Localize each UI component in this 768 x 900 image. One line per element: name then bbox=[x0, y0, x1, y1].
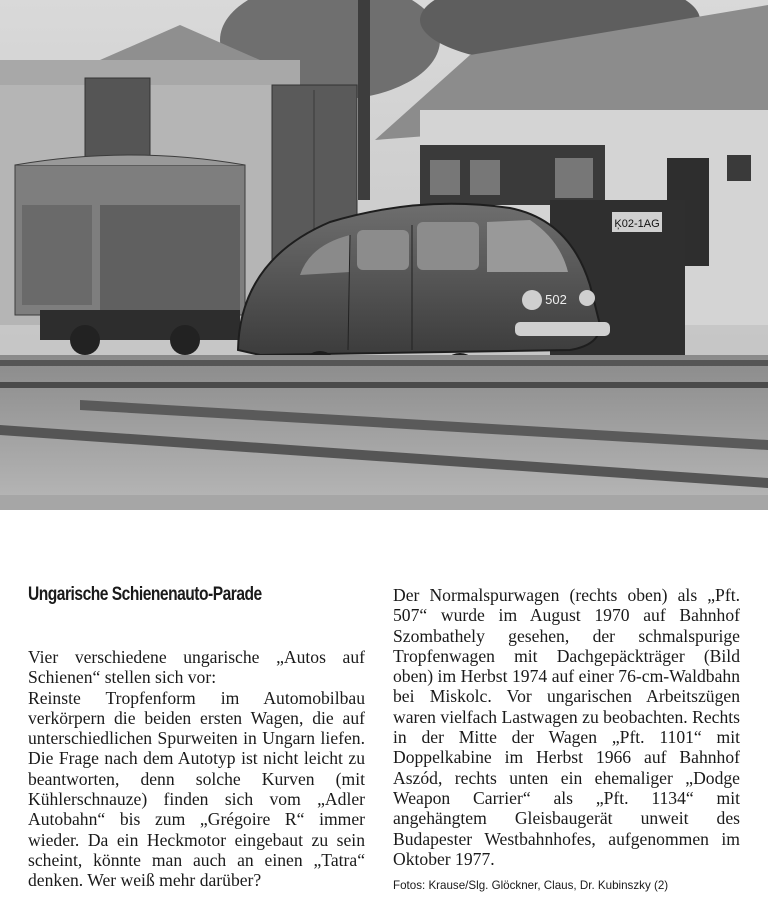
railcar-number: 502 bbox=[545, 292, 567, 307]
left-column bbox=[28, 647, 365, 891]
loco-number-plate: Ķ02-1AG bbox=[614, 218, 660, 230]
photo-credits: Fotos: Krause/Slg. Glöckner, Claus, Dr. Kubinszky (2) bbox=[393, 879, 669, 892]
article-heading: Ungarische Schienenauto-Parade bbox=[28, 584, 262, 605]
body-right-paragraph: Der Normalspurwagen (rechts oben) als „Pft. 507“ wurde im August 1970 auf Bahnhof Szombathely gesehen, der schmalspurige Tropfenwagen mit Dachgepäckträger (Bild oben) im Herbst 1974 auf einer 76-cm-Waldbahn bei Miskolc. Vor ungarischen Arbeitszügen waren vielfach Lastwagen zu beobachten. Rechts in der Mitte der Wagen „Pft. 1101“ mit Doppelkabine im Herbst 1966 auf Bahnhof Aszód, rechts unten ein ehemaliger „Dodge Weapon Carrier“ als „Pft. 1134“ mit angehängtem Gleisbaugerät unweit des Budapester Westbahnhofes, aufgenommen im Oktober 1977. bbox=[393, 585, 740, 869]
body-left-paragraph: Reinste Tropfenform im Automobilbau verkörpern die beiden ersten Wagen, die auf unterschiedlichen Spurweiten in Ungarn liefen. Die Frage nach dem Autotyp ist nicht leicht zu beantworten, denn solche Kurven (mit Kühlerschnauze) finden sich vom „Adler Autobahn“ bis zum „Grégoire R“ immer wieder. Da ein Heckmotor eingebaut zu sein scheint, könnte man auch an einen „Tatra“ denken. Wer weiß mehr darüber? bbox=[28, 687, 365, 891]
intro-paragraph: Vier verschiedene ungarische „Autos auf Schienen“ stellen sich vor: bbox=[28, 647, 365, 688]
right-column bbox=[393, 585, 740, 869]
